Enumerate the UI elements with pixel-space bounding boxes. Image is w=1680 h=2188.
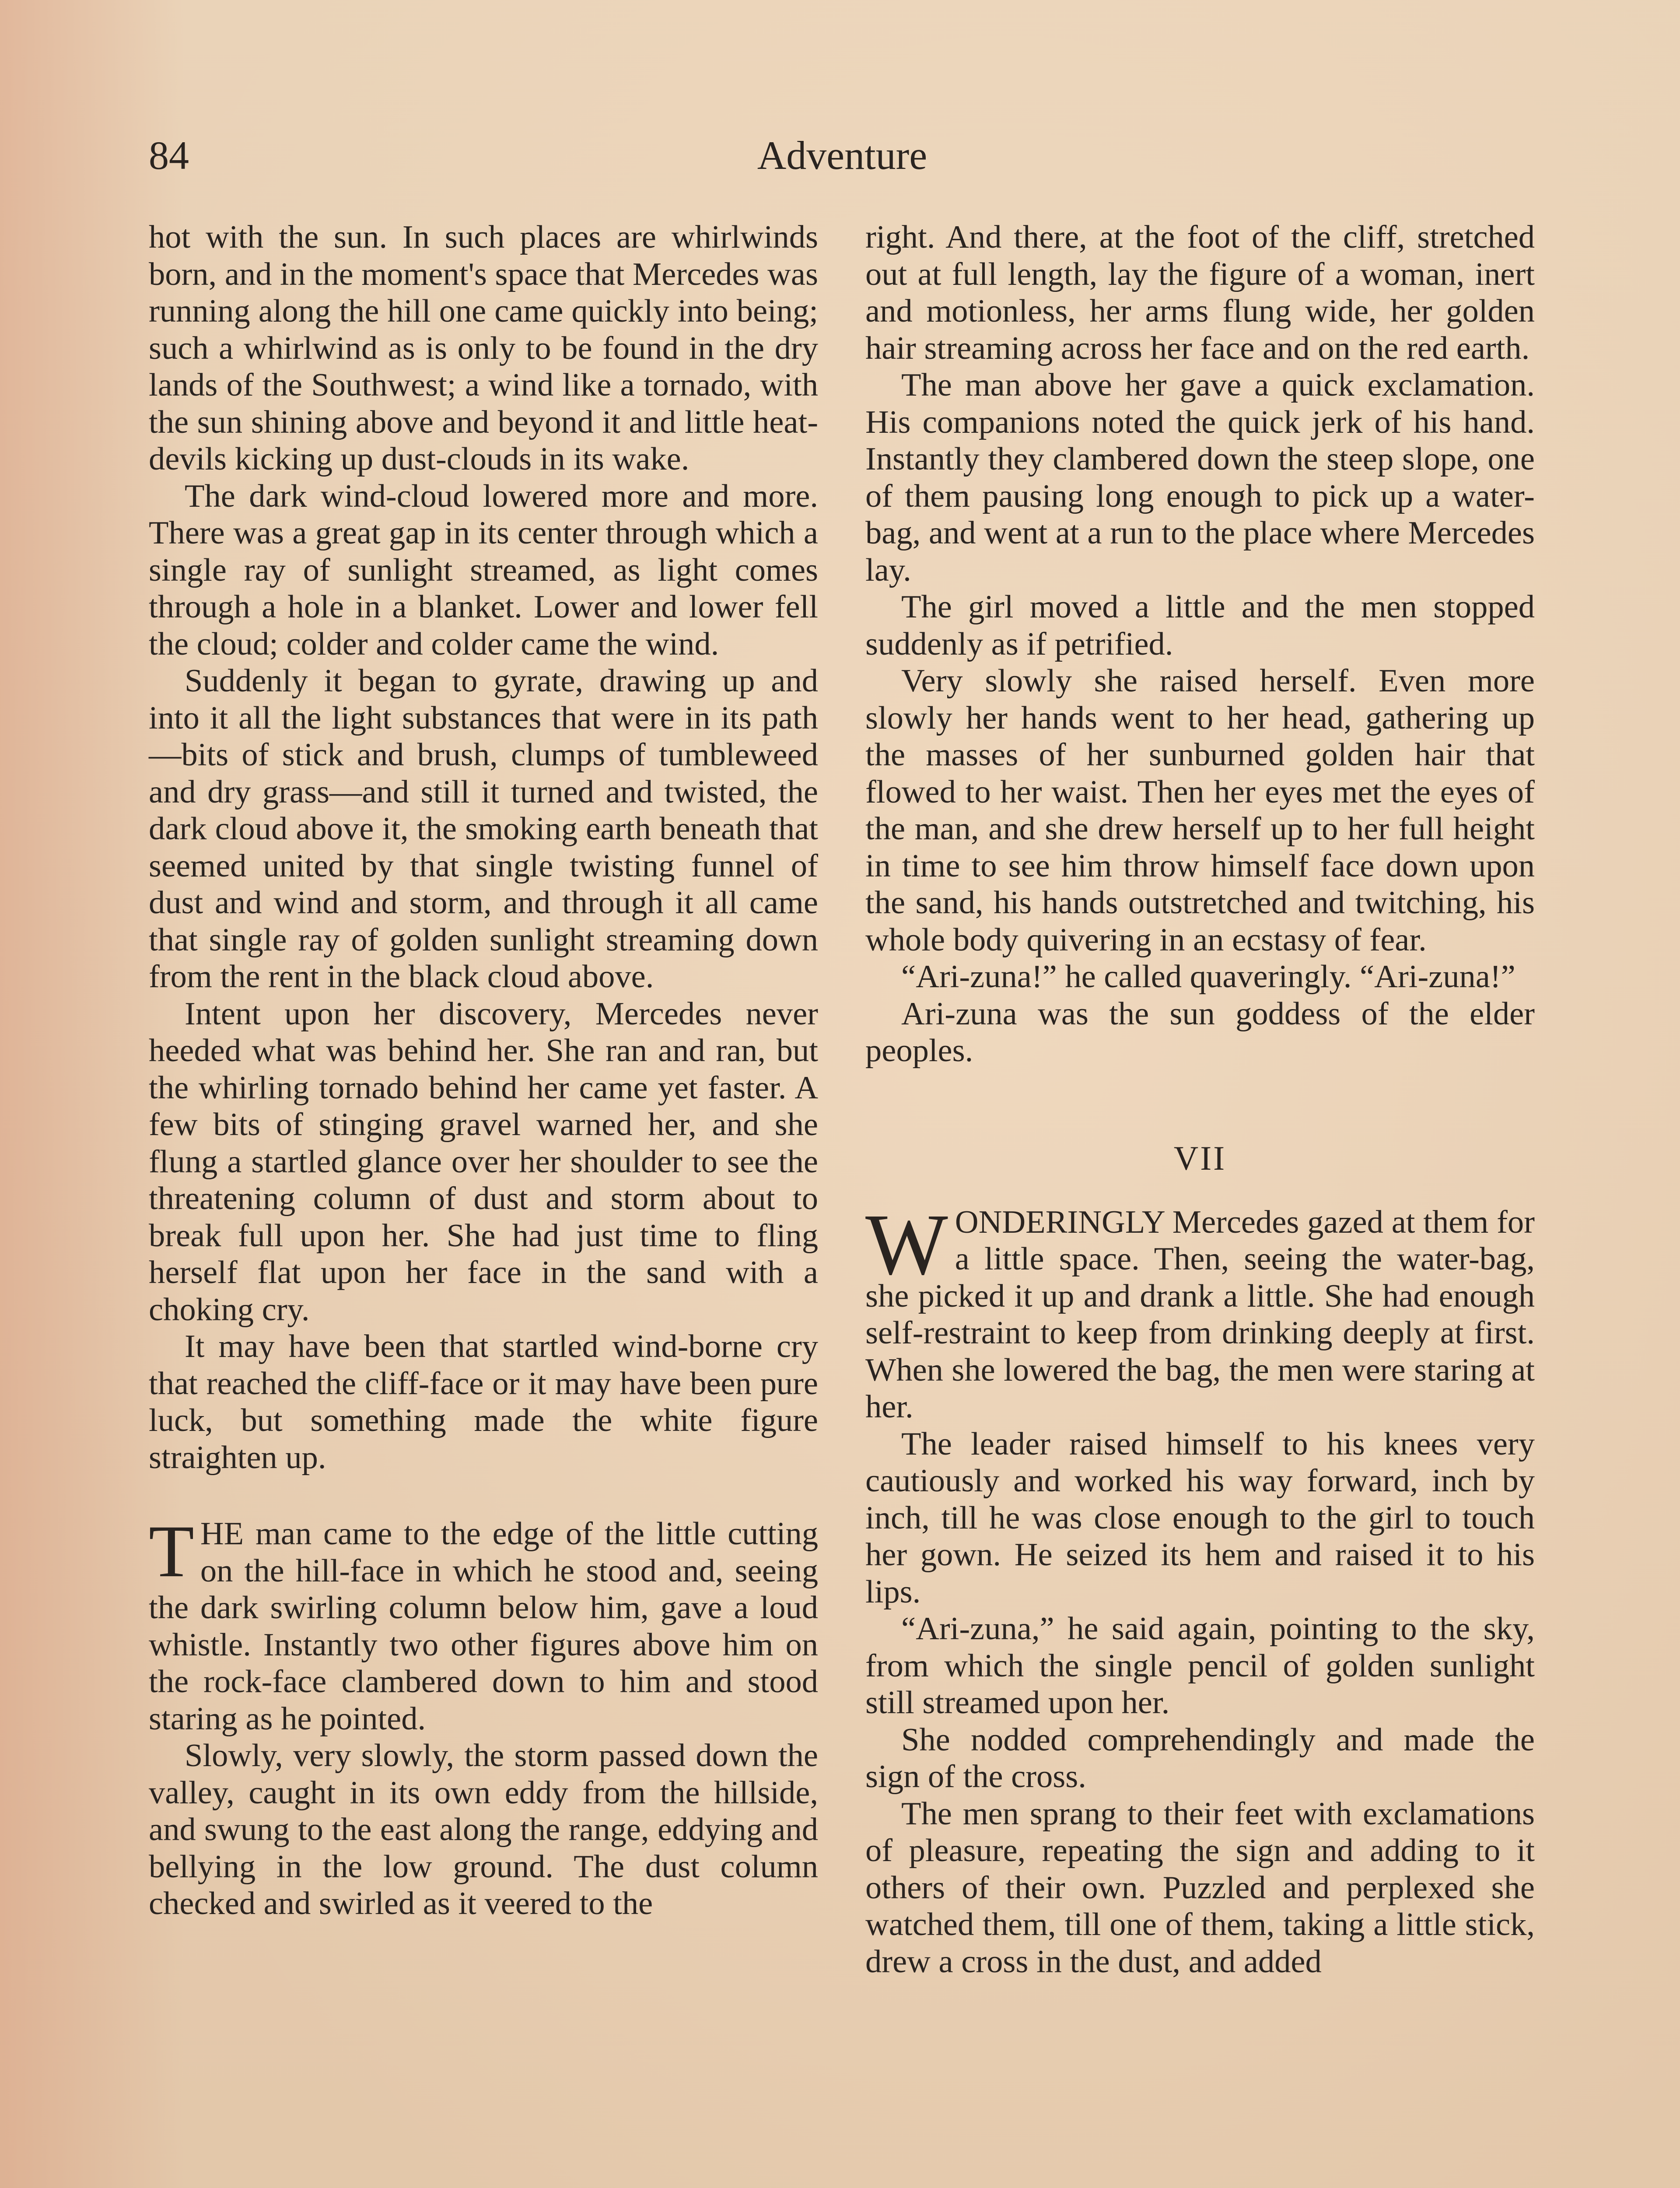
drop-cap: W — [865, 1196, 948, 1293]
paragraph: right. And there, at the foot of the cliff, stretched out at full length, lay the figure of a woman, inert and motionless, her arms flung wide, her golden hair streaming across her face and on the red earth. — [865, 219, 1535, 366]
paragraph: “Ari-zuna!” he called quaveringly. “Ari-zuna!” — [901, 959, 1516, 995]
right-column — [865, 219, 1535, 1980]
drop-cap: T — [149, 1510, 194, 1592]
left-column — [149, 219, 818, 1922]
paragraph-text: ONDERINGLY Mercedes gazed at them for a little space. Then, seeing the water-bag, she picked it up and drank a little. She had enough self-restraint to keep from drinking deeply at first. When she lowered the bag, the men were staring at her. — [865, 1204, 1535, 1425]
paragraph: Intent upon her discovery, Mercedes never heeded what was behind her. She ran and ran, but the whirling tornado behind her came yet faster. A few bits of stinging gravel warned her, and she flung a startled glance over her shoulder to see the threatening column of dust and storm about to break full upon her. She had just time to fling herself flat upon her face in the sand with a choking cry. — [149, 996, 818, 1328]
running-title: Adventure — [757, 133, 928, 178]
paragraph: The girl moved a little and the men stopped suddenly as if petrified. — [865, 589, 1535, 662]
paragraph: She nodded comprehendingly and made the sign of the cross. — [865, 1722, 1535, 1795]
section-break — [865, 1069, 1535, 1140]
page-number: 84 — [149, 133, 189, 178]
paragraph: The men sprang to their feet with exclamations of pleasure, repeating the sign and adding to it others of their own. Puzzled and perplexed she watched them, till one of them, taking a little stick, drew a cross in the dust, and added — [865, 1795, 1535, 1980]
dropcap-paragraph — [865, 1196, 1535, 1426]
paragraph-text: HE man came to the edge of the little cutting on the hill-face in which he stood and, seeing the dark swirling column below him, gave a loud whistle. Instantly two other figures above him on the rock-face clambered down to him and stood staring as he pointed. — [149, 1516, 818, 1737]
paragraph: Suddenly it began to gyrate, drawing up and into it all the light substances that were in its path—bits of stick and brush, clumps of tumbleweed and dry grass—and still it turned and twisted, the dark cloud above it, the smoking earth beneath that seemed united by that single twisting funnel of dust and wind and storm, and through it all came that single ray of golden sunlight streaming down from the rent in the black cloud above. — [149, 663, 818, 995]
paragraph: hot with the sun. In such places are whirlwinds born, and in the moment's space that Mercedes was running along the hill one came quickly into being; such a whirlwind as is only to be found in the dry lands of the Southwest; a wind like a tornado, with the sun shining above and beyond it and little heat-devils kicking up dust-clouds in its wake. — [149, 219, 818, 477]
paragraph: “Ari-zuna,” he said again, pointing to the sky, from which the single pencil of golden sunlight still streamed upon her. — [865, 1611, 1535, 1721]
paragraph: The dark wind-cloud lowered more and more. There was a great gap in its center through which a single ray of sunlight streamed, as light comes through a hole in a blanket. Lower and lower fell the cloud; colder and colder came the wind. — [149, 478, 818, 662]
section-break — [149, 1476, 818, 1515]
dropcap-paragraph — [149, 1510, 818, 1737]
paragraph: Slowly, very slowly, the storm passed down the valley, caught in its own eddy from the hillside, and swung to the east along the range, eddying and bellying in the low ground. The dust column checked and swirled as it veered to the — [149, 1738, 818, 1922]
page-header — [149, 127, 1536, 184]
chapter-number: VII — [1173, 1139, 1227, 1177]
paragraph: The leader raised himself to his knees very cautiously and worked his way forward, inch by inch, till he was close enough to the girl to touch her gown. He seized its hem and raised it to his lips. — [865, 1426, 1535, 1610]
paragraph: Ari-zuna was the sun goddess of the elder peoples. — [865, 996, 1535, 1069]
paragraph: The man above her gave a quick exclamation. His companions noted the quick jerk of his hand. Instantly they clambered down the steep slope, one of them pausing long enough to pick up a water-bag, and went at a run to the place where Mercedes lay. — [865, 367, 1535, 588]
paragraph: It may have been that startled wind-borne cry that reached the cliff-face or it may have been pure luck, but something made the white figure straighten up. — [149, 1329, 818, 1476]
paragraph: Very slowly she raised herself. Even more slowly her hands went to her head, gathering up the masses of her sunburned golden hair that flowed to her waist. Then her eyes met the eyes of the man, and she drew herself up to her full height in time to see him throw himself face down upon the sand, his hands outstretched and twitching, his whole body quivering in an ecstasy of fear. — [865, 663, 1535, 958]
